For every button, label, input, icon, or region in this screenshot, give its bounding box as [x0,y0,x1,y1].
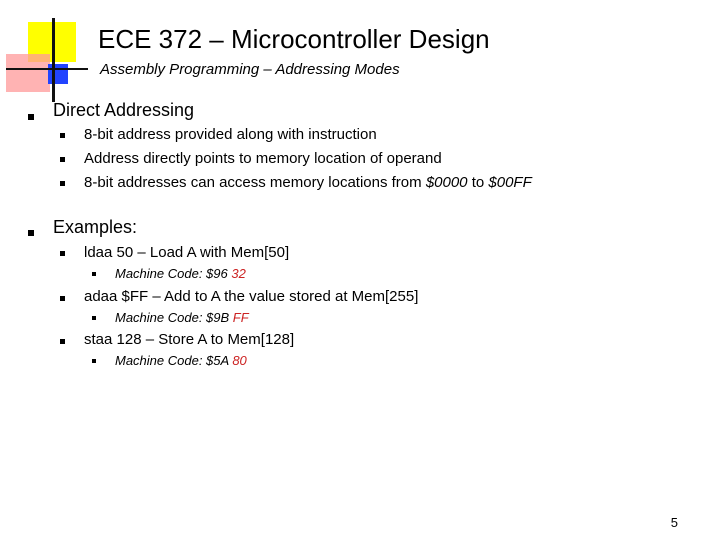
bullet-icon [60,157,65,162]
logo-blue-square [48,64,68,84]
list-item-range [84,174,532,191]
section-heading-direct-addressing: Direct Addressing [53,100,195,120]
machine-code [115,310,249,325]
list-item: 8-bit address provided along with instruction [84,126,377,143]
range-from: $0000 [425,174,468,191]
example-instruction: staa 128 – Store A to Mem[128] [84,331,295,348]
list-item: Address directly points to memory location of operand [84,150,442,167]
bullet-level3-icon [92,272,96,276]
range-prefix: 8-bit addresses can access memory locations from [84,174,426,191]
bullet-icon [60,251,65,256]
machine-code [115,266,246,281]
slide-title: ECE 372 – Microcontroller Design [98,24,490,54]
machine-code-label: Machine Code: $96 [115,266,232,281]
bullet-icon [60,133,65,138]
logo-horizontal-line [6,68,88,70]
page-number: 5 [670,515,678,530]
bullet-icon [60,339,65,344]
machine-code-label: Machine Code: $9B [115,310,233,325]
bullet-icon [60,181,65,186]
logo-graphic [0,0,90,100]
section-heading-examples: Examples: [53,217,138,237]
machine-code [115,353,247,368]
range-mid: to [467,174,489,191]
slide-subtitle: Assembly Programming – Addressing Modes [100,61,400,78]
logo-pink-square [6,54,50,92]
range-to: $00FF [488,174,532,191]
logo-vertical-line [52,18,55,102]
machine-code-operand: 32 [231,266,246,281]
bullet-level1-icon [28,230,34,236]
machine-code-label: Machine Code: $5A [115,353,233,368]
example-instruction: ldaa 50 – Load A with Mem[50] [84,244,290,261]
example-instruction: adaa $FF – Add to A the value stored at Mem[255] [84,288,419,305]
machine-code-operand: FF [232,310,249,325]
bullet-level3-icon [92,316,96,320]
bullet-level3-icon [92,359,96,363]
bullet-level1-icon [28,114,34,120]
bullet-icon [60,296,65,301]
machine-code-operand: 80 [232,353,247,368]
